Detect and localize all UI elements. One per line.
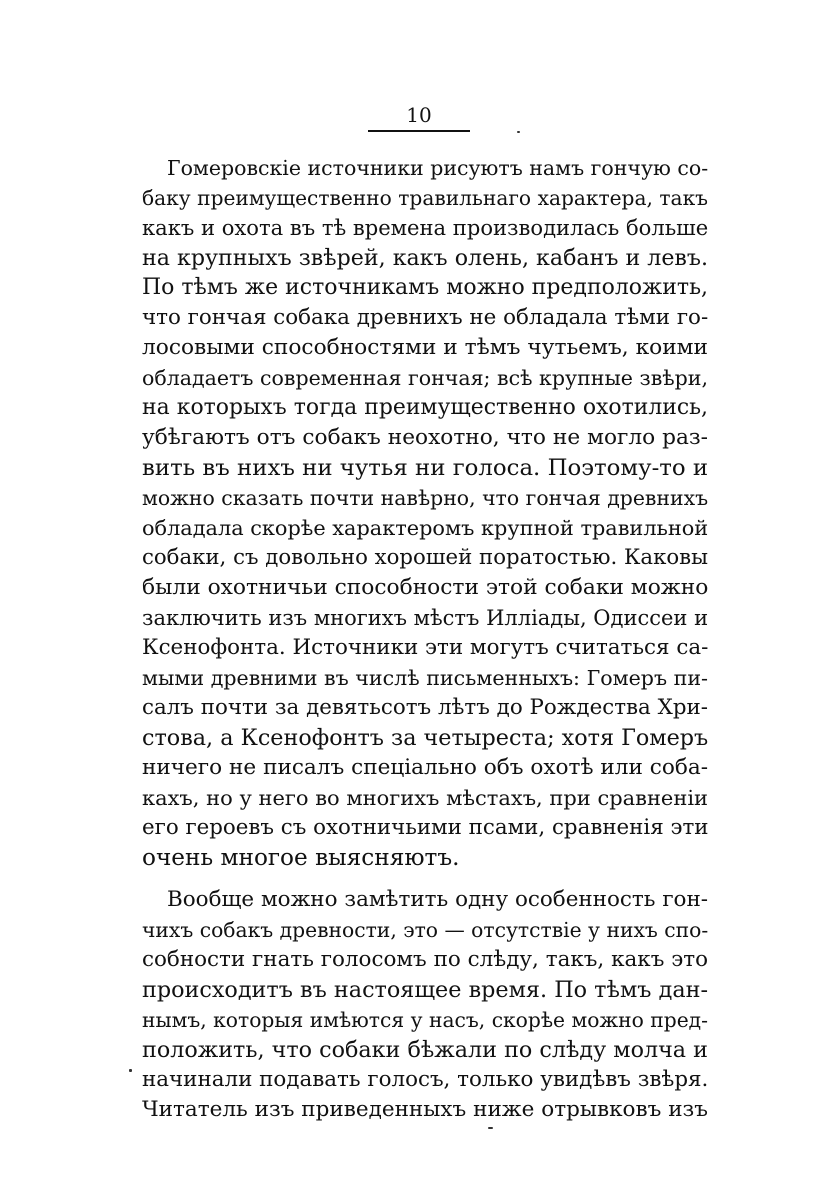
text-line: чихъ собакъ древности, это — отсутствіе у нихъ спо- [142, 918, 709, 942]
text-line: вить въ нихъ ни чутья ни голоса. Поэтому-то и [142, 455, 709, 481]
text-line: стова, а Ксенофонтъ за четыреста; хотя Гомеръ [142, 725, 709, 751]
text-line: очень многое выясняютъ. [142, 844, 460, 871]
text-line: собности гнать голосомъ по слѣду, такъ, какъ это [142, 947, 708, 972]
text-line: нымъ, которыя имѣются у насъ, скорѣе можно пред- [142, 1008, 708, 1032]
text-line: обладаетъ современная гончая; всѣ крупные звѣри, [142, 366, 708, 390]
text-line: лосовыми способностями и тѣмъ чутьемъ, коими [142, 335, 708, 360]
text-line: заключить изъ многихъ мѣстъ Илліады, Одиссеи и [142, 606, 709, 630]
print-speck [488, 1127, 493, 1129]
text-line: что гончая собака древнихъ не обладала тѣми го- [142, 305, 709, 330]
text-line: Ксенофонта. Источники эти могутъ считаться са- [142, 635, 709, 660]
text-line: его героевъ съ охотничьими псами, сравненія эти [142, 815, 709, 840]
text-line: Вообще можно замѣтить одну особенность гон- [167, 887, 708, 912]
text-line: происходитъ въ настоящее время. По тѣмъ дан- [142, 977, 708, 1003]
text-line: положить, что собаки бѣжали по слѣду молча и [142, 1037, 708, 1063]
print-speck [517, 131, 520, 133]
text-line: на крупныхъ звѣрей, какъ олень, кабанъ и левъ. [142, 245, 708, 271]
text-line: По тѣмъ же источникамъ можно предположить, [142, 275, 709, 300]
text-line: на которыхъ тогда преимущественно охотились, [142, 395, 708, 420]
print-speck [129, 1069, 132, 1072]
text-line: мыми древними въ числѣ письменныхъ: Гомеръ пи- [142, 666, 708, 690]
text-line: убѣгаютъ отъ собакъ неохотно, что не могло раз- [142, 425, 708, 450]
text-line: обладала скорѣе характеромъ крупной травильной [142, 516, 709, 540]
text-line: кахъ, но у него во многихъ мѣстахъ, при сравненіи [142, 786, 708, 810]
text-line: Читатель изъ приведенныхъ ниже отрывковъ изъ [142, 1097, 708, 1122]
text-line: собаки, съ довольно хорошей поратостью. Каковы [142, 545, 708, 570]
text-line: начинали подавать голосъ, только увидѣвъ звѣря. [142, 1067, 709, 1092]
text-line: баку преимущественно травильнаго характера, такъ [142, 186, 708, 210]
text-line: какъ и охота въ тѣ времена производилась больше [142, 215, 709, 240]
text-line: можно сказать почти навѣрно, что гончая древнихъ [142, 486, 709, 510]
page-number-rule [368, 130, 470, 132]
text-line: были охотничьи способности этой собаки можно [142, 575, 709, 600]
text-line: салъ почти за девятьсотъ лѣтъ до Рождества Хри- [142, 695, 708, 720]
page-number: 10 [406, 103, 432, 127]
text-line: Гомеровскіе источники рисуютъ намъ гончую со- [167, 156, 709, 180]
text-line: ничего не писалъ спеціально объ охотѣ или соба- [142, 755, 708, 780]
